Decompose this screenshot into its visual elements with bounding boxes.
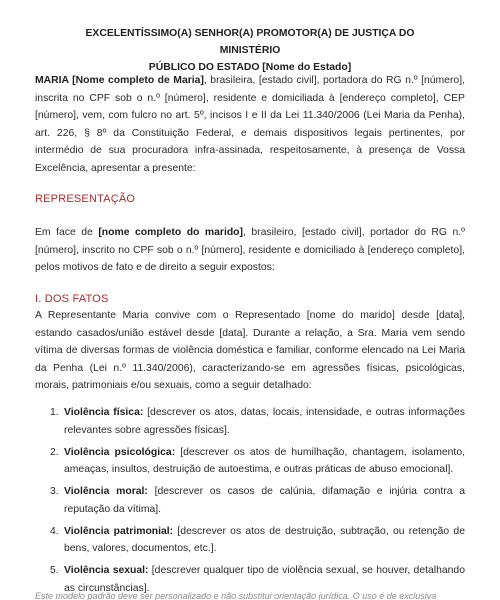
list-item: 5. Violência sexual: [descrever qualquer tipo de violência sexual, se houver, detalhando as circunstâncias]. bbox=[50, 565, 465, 594]
heading-line-1: EXCELENTÍSSIMO(A) SENHOR(A) PROMOTOR(A) DE JUSTIÇA DO MINISTÉRIO bbox=[85, 28, 415, 56]
disclaimer-footer: Este modelo padrão deve ser personalizado e não substitui orientação jurídica. O uso é de exclusiva bbox=[35, 591, 437, 600]
list-item: 3. Violência moral: [descrever os casos de calúnia, difamação e injúria contra a reputação da vítima]. bbox=[50, 486, 465, 515]
representacao-name: [nome completo do marido] bbox=[98, 227, 243, 238]
representacao-paragraph bbox=[35, 224, 465, 277]
violence-list bbox=[35, 404, 465, 600]
intro-name: MARIA [Nome completo de Maria] bbox=[35, 75, 204, 86]
representacao-text: , brasileiro, [estado civil], portador do RG n.º [número], inscrito no CPF sob o n.º [número], residente e domiciliado à [endereço completo], pelos motivos de fato e de direito a seguir expostos: bbox=[35, 227, 465, 273]
fatos-paragraph: A Representante Maria convive com o Representado [nome do marido] desde [data], estando casados/união estável desde [data]. Durante a relação, a Sra. Maria vem sendo vítima de diversas formas de violência doméstica e familiar, conforme elencado na Lei Maria da Penha (Lei n.º 11.340/2006), caracterizando-se em agressões físicas, psicológicas, morais, patrimoniais e/ou sexuais, como a seguir detalhado: bbox=[35, 310, 465, 391]
intro-text: , brasileira, [estado civil], portadora do RG n.º [número], inscrita no CPF sob o n.º [número], residente e domiciliada à [endereço completo], CEP [número], vem, com fulcro no art. 5º, incisos I e II da Lei 11.340/2006 (Lei Maria da Penha), art. 226, § 8º da Constituição Federal, e demais dispositivos legais pertinentes, por intermédio de sua procuradora infra-assinada, respeitosamente, à presença de Vossa Excelência, apresentar a presente: bbox=[35, 75, 465, 174]
document-heading bbox=[60, 25, 440, 76]
list-item: 1. Violência física: [descrever os atos, datas, locais, intensidade, e outras informações relevantes sobre agressões físicas]. bbox=[50, 407, 465, 436]
intro-paragraph bbox=[35, 72, 465, 177]
representacao-prefix: Em face de bbox=[35, 227, 99, 238]
heading-line-2: PÚBLICO DO ESTADO [Nome do Estado] bbox=[148, 62, 352, 73]
list-item: 2. Violência psicológica: [descrever os atos de humilhação, chantagem, isolamento, ameaças, insultos, destruição de autoestima, e outras práticas de abuso emocional]. bbox=[50, 446, 465, 475]
representacao-title: REPRESENTAÇÃO bbox=[35, 193, 136, 205]
fatos-title: I. DOS FATOS bbox=[35, 293, 109, 305]
list-item: 4. Violência patrimonial: [descrever os atos de destruição, subtração, ou retenção de bens, valores, documentos, etc.]. bbox=[50, 525, 465, 554]
